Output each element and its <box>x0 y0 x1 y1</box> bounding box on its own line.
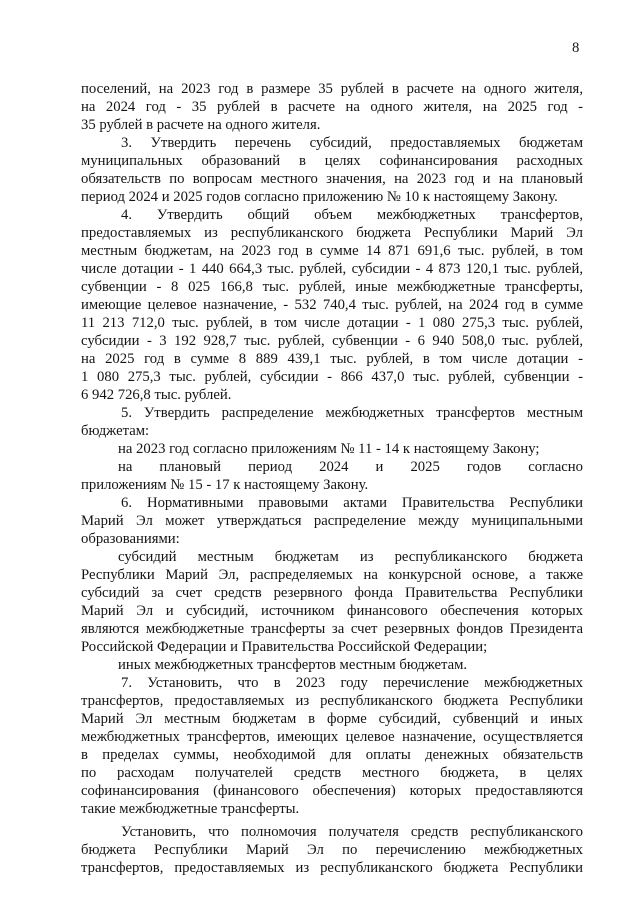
text-line: являются межбюджетные трансферты за счет резервных фондов Президента <box>81 621 583 637</box>
text-line: 35 рублей в расчете на одного жителя. <box>81 117 321 133</box>
text-line: такие межбюджетные трансферты. <box>81 801 300 817</box>
text-line: на 2024 год - 35 рублей в расчете на одного жителя, на 2025 год - <box>81 99 583 115</box>
paragraph-first-line: 7. Установить, что в 2023 году перечисление межбюджетных <box>121 675 583 691</box>
text-line: период 2024 и 2025 годов согласно приложению № 10 к настоящему Закону. <box>81 189 558 205</box>
text-line: софинансирования (финансового обеспечения) которых предоставляются <box>81 783 583 799</box>
text-line: субвенции - 8 025 166,8 тыс. рублей, иные межбюджетные трансферты, <box>81 279 583 295</box>
text-line: межбюджетных трансфертов, имеющих целевое назначение, осуществляется <box>81 729 583 745</box>
text-line: иных межбюджетных трансфертов местным бюджетам. <box>118 657 468 673</box>
paragraph-first-line: 6. Нормативными правовыми актами Правительства Республики <box>121 495 583 511</box>
paragraph-first-line: 4. Утвердить общий объем межбюджетных трансфертов, <box>121 207 583 223</box>
text-line: Российской Федерации и Правительства Российской Федерации; <box>81 639 488 655</box>
text-line: субсидии - 3 192 928,7 тыс. рублей, субвенции - 6 940 508,0 тыс. рублей, <box>81 333 583 349</box>
text-line: числе дотации - 1 440 664,3 тыс. рублей, субсидии - 4 873 120,1 тыс. рублей, <box>81 261 583 277</box>
text-line: на 2025 год в сумме 8 889 439,1 тыс. рублей, в том числе дотации - <box>81 351 583 367</box>
text-line: Республики Марий Эл, распределяемых на конкурсной основе, а также <box>81 567 583 583</box>
text-line: местным бюджетам, на 2023 год в сумме 14 871 691,6 тыс. рублей, в том <box>81 243 583 259</box>
text-line: приложениям № 15 - 17 к настоящему Закону. <box>81 477 369 493</box>
text-line: поселений, на 2023 год в размере 35 рублей в расчете на одного жителя, <box>81 81 583 97</box>
text-line: предоставляемых из республиканского бюджета Республики Марий Эл <box>81 225 583 241</box>
page-number: 8 <box>572 40 580 56</box>
text-line: обязательств по вопросам местного значения, на 2023 год и на плановый <box>81 171 583 187</box>
text-line: бюджетам: <box>81 423 150 439</box>
text-line: трансфертов, предоставляемых из республиканского бюджета Республики <box>81 860 583 876</box>
text-line: на плановый период 2024 и 2025 годов согласно <box>118 459 583 475</box>
text-line: 1 080 275,3 тыс. рублей, субсидии - 866 437,0 тыс. рублей, субвенции - <box>81 369 583 385</box>
text-line: Марий Эл местным бюджетам в форме субсидий, субвенций и иных <box>81 711 583 727</box>
text-line: субсидий местным бюджетам из республиканского бюджета <box>118 549 583 565</box>
text-line: Марий Эл может утверждаться распределение между муниципальными <box>81 513 583 529</box>
text-line: Марий Эл и субсидий, источником финансового обеспечения которых <box>81 603 583 619</box>
text-line: по расходам получателей средств местного бюджета, в целях <box>81 765 583 781</box>
text-line: субсидий за счет средств резервного фонда Правительства Республики <box>81 585 583 601</box>
text-line: имеющие целевое назначение, - 532 740,4 тыс. рублей, на 2024 год в сумме <box>81 297 583 313</box>
paragraph-first-line: Установить, что полномочия получателя средств республиканского <box>121 824 583 840</box>
text-line: 6 942 726,8 тыс. рублей. <box>81 387 232 403</box>
text-line: 11 213 712,0 тыс. рублей, в том числе дотации - 1 080 275,3 тыс. рублей, <box>81 315 583 331</box>
text-line: образованиями: <box>81 531 180 547</box>
text-line: на 2023 год согласно приложениям № 11 - 14 к настоящему Закону; <box>118 441 540 457</box>
paragraph-first-line: 3. Утвердить перечень субсидий, предоставляемых бюджетам <box>121 135 583 151</box>
paragraph-first-line: 5. Утвердить распределение межбюджетных трансфертов местным <box>121 405 583 421</box>
text-line: муниципальных образований в целях софинансирования расходных <box>81 153 583 169</box>
text-line: бюджета Республики Марий Эл по перечислению межбюджетных <box>81 842 583 858</box>
text-line: трансфертов, предоставляемых из республиканского бюджета Республики <box>81 693 583 709</box>
text-line: в пределах суммы, необходимой для оплаты денежных обязательств <box>81 747 583 763</box>
